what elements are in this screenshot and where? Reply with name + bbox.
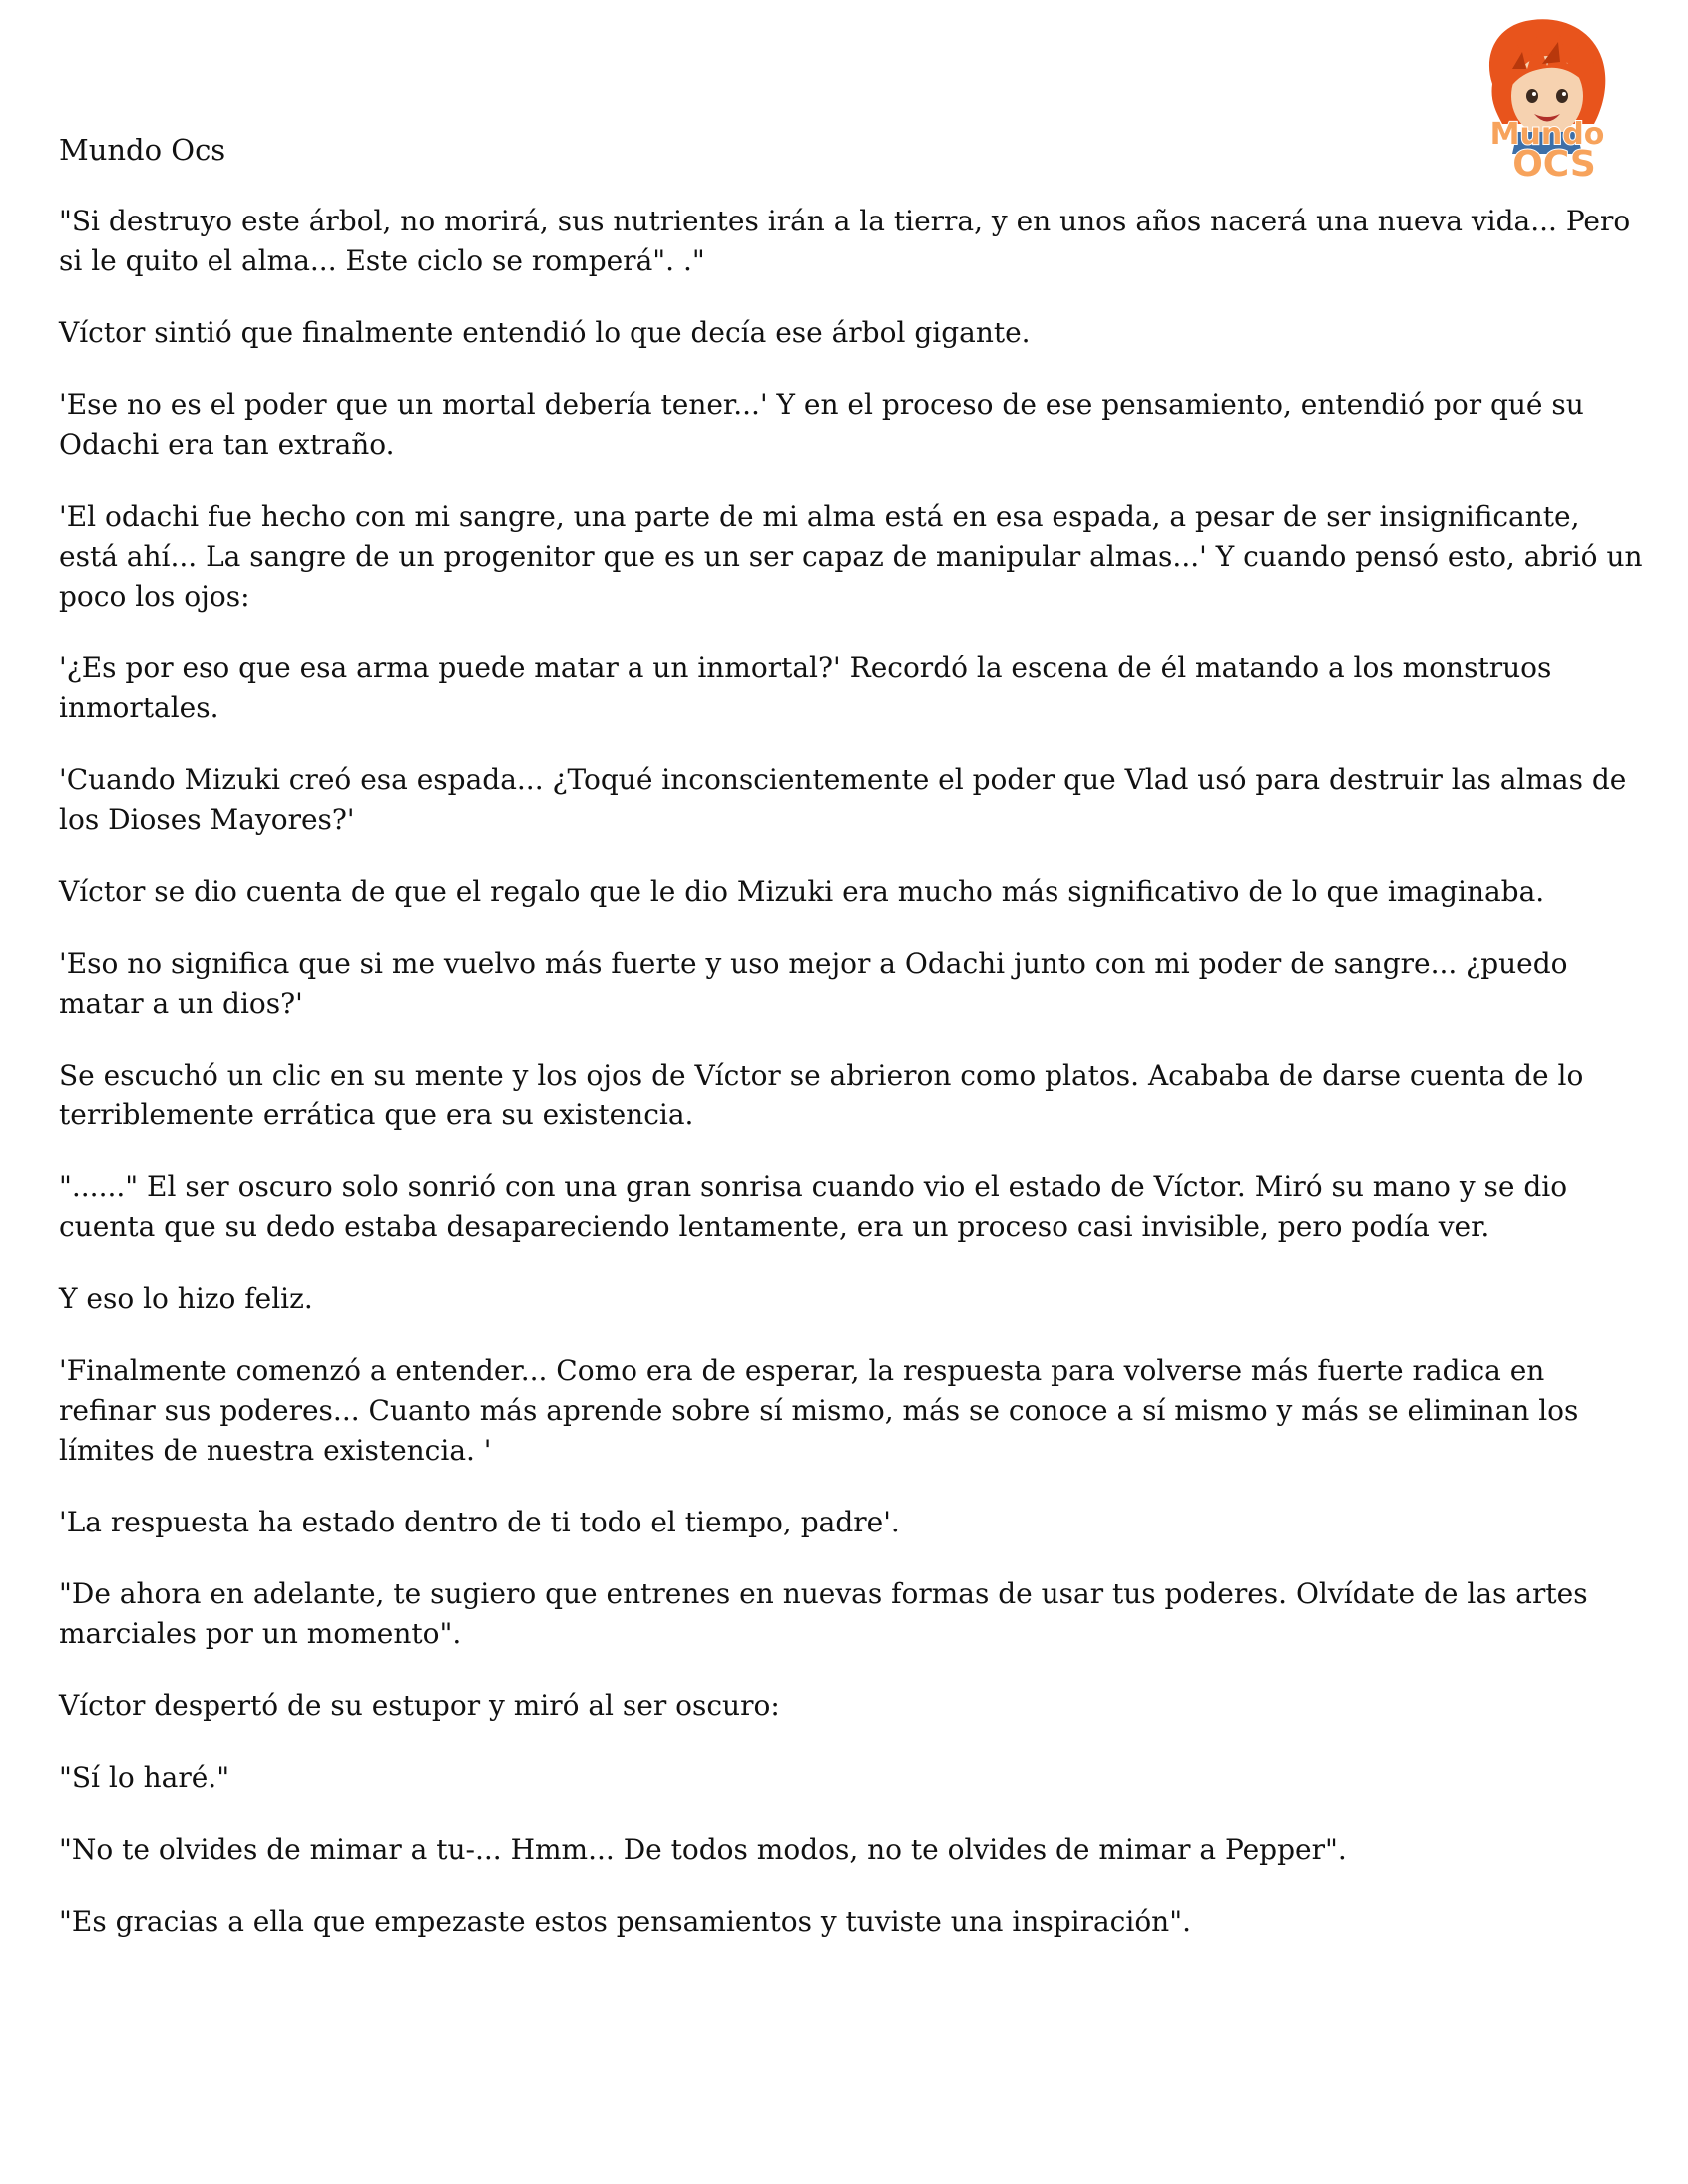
svg-text:OCS: OCS bbox=[1512, 144, 1596, 184]
paragraph: Y eso lo hizo feliz. bbox=[59, 1282, 313, 1315]
paragraph: 'Cuando Mizuki creó esa espada... ¿Toqué inconscientemente el poder que Vlad usó para destruir las almas de los Dioses Mayores?' bbox=[59, 763, 1627, 836]
paragraph: Víctor sintió que finalmente entendió lo que decía ese árbol gigante. bbox=[59, 316, 1031, 349]
paragraph: "De ahora en adelante, te sugiero que entrenes en nuevas formas de usar tus poderes. Olvídate de las artes marciales por un momento". bbox=[59, 1577, 1588, 1650]
logo-wordmark bbox=[1490, 117, 1605, 184]
paragraph: "No te olvides de mimar a tu-... Hmm... De todos modos, no te olvides de mimar a Pepper". bbox=[59, 1833, 1347, 1866]
document-body bbox=[59, 202, 1645, 1973]
paragraph: 'La respuesta ha estado dentro de ti todo el tiempo, padre'. bbox=[59, 1506, 900, 1538]
paragraph: "Es gracias a ella que empezaste estos pensamientos y tuviste una inspiración". bbox=[59, 1905, 1191, 1938]
paragraph: '¿Es por eso que esa arma puede matar a un inmortal?' Recordó la escena de él matando a los monstruos inmortales. bbox=[59, 652, 1552, 724]
paragraph: Se escuchó un clic en su mente y los ojos de Víctor se abrieron como platos. Acababa de darse cuenta de lo terriblemente errática que era su existencia. bbox=[59, 1059, 1584, 1131]
paragraph: "Si destruyo este árbol, no morirá, sus nutrientes irán a la tierra, y en unos años nacerá una nueva vida... Pero si le quito el alma... Este ciclo se romperá". ." bbox=[59, 205, 1631, 277]
paragraph: 'El odachi fue hecho con mi sangre, una parte de mi alma está en esa espada, a pesar de ser insignificante, está ahí... La sangre de un progenitor que es un ser capaz de manipular almas...' Y cuando pensó esto, abrió un poco los ojos: bbox=[59, 500, 1643, 613]
paragraph: "Sí lo haré." bbox=[59, 1761, 230, 1794]
svg-text:Mundo: Mundo bbox=[1489, 117, 1605, 152]
page-header-title: Mundo Ocs bbox=[59, 133, 226, 167]
paragraph: 'Finalmente comenzó a entender... Como era de esperar, la respuesta para volverse más fuerte radica en refinar sus poderes... Cuanto más aprende sobre sí mismo, más se conoce a sí mismo y más se eliminan los límites de nuestra existencia. ' bbox=[59, 1354, 1579, 1467]
paragraph: 'Eso no significa que si me vuelvo más fuerte y uso mejor a Odachi junto con mi poder de sangre... ¿puedo matar a un dios?' bbox=[59, 947, 1568, 1020]
mundo-ocs-logo bbox=[1463, 14, 1632, 184]
paragraph: Víctor despertó de su estupor y miró al ser oscuro: bbox=[59, 1689, 780, 1722]
paragraph: 'Ese no es el poder que un mortal debería tener...' Y en el proceso de ese pensamiento, entendió por qué su Odachi era tan extraño. bbox=[59, 388, 1584, 461]
paragraph: Víctor se dio cuenta de que el regalo que le dio Mizuki era mucho más significativo de lo que imaginaba. bbox=[59, 875, 1545, 908]
paragraph: "......" El ser oscuro solo sonrió con una gran sonrisa cuando vio el estado de Víctor. Miró su mano y se dio cuenta que su dedo estaba desapareciendo lentamente, era un proceso casi invisible, pero podía ver. bbox=[59, 1170, 1568, 1243]
